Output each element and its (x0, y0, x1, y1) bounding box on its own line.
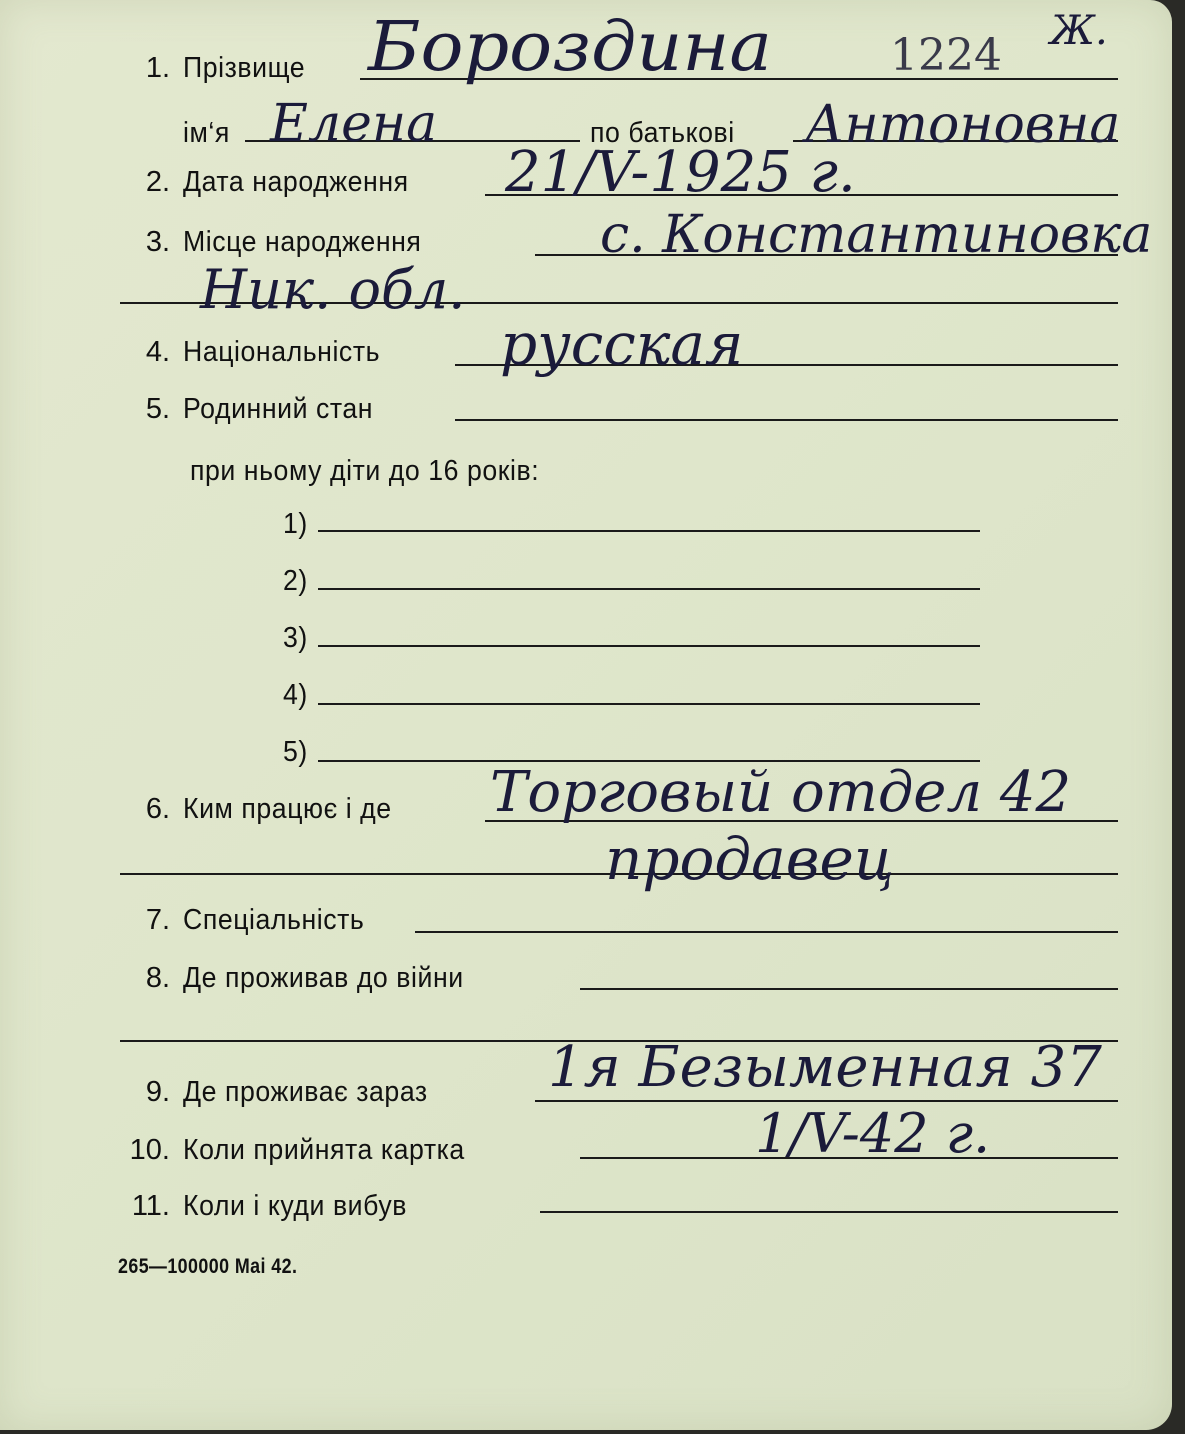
birth-place-handwriting-2: Ник. обл. (200, 258, 466, 321)
departed-label: Коли і куди вибув (183, 1190, 408, 1222)
specialty-label: Спеціальність (183, 904, 365, 936)
item-number: 4. (145, 336, 170, 368)
card-date-handwriting: 1/V-42 г. (755, 1102, 991, 1165)
surname-label: Прізвище (183, 52, 306, 84)
number-handwriting: 1224 (890, 30, 1002, 81)
birth-date-label: Дата народження (183, 166, 409, 198)
specialty-line (415, 931, 1118, 933)
child-line (318, 530, 980, 532)
departed-line (540, 1211, 1118, 1213)
item-number: 7. (145, 904, 170, 936)
child-number: 2) (283, 565, 308, 597)
marital-status-label: Родинний стан (183, 393, 374, 425)
marital-status-line (455, 419, 1118, 421)
nationality-label: Національність (183, 336, 381, 368)
work-handwriting-2: продавец (605, 825, 895, 893)
item-number: 3. (145, 226, 170, 258)
first-name-label: ім‘я (183, 117, 230, 149)
address-handwriting: 1я Безыменная 37 (548, 1035, 1102, 1100)
birth-place-handwriting-1: с. Константиновка (600, 205, 1153, 265)
birth-place-label: Місце народження (183, 226, 422, 258)
item-number: 2. (145, 166, 170, 198)
patronymic-handwriting: Антоновна (805, 95, 1121, 155)
child-number: 1) (283, 508, 308, 540)
current-residence-label: Де проживає зараз (183, 1076, 428, 1108)
child-line (318, 588, 980, 590)
work-label: Ким працює і де (183, 793, 392, 825)
item-number: 6. (145, 793, 170, 825)
work-handwriting-1: Торговый отдел 42 (490, 760, 1072, 825)
print-run-footer: 265—100000 Mai 42. (118, 1255, 298, 1278)
child-line (318, 703, 980, 705)
item-number: 11. (131, 1190, 170, 1222)
child-number: 3) (283, 622, 308, 654)
item-number: 9. (145, 1076, 170, 1108)
mark-handwriting: Ж. (1050, 8, 1108, 54)
nationality-handwriting: русская (500, 310, 744, 378)
child-number: 5) (283, 736, 308, 768)
surname-handwriting: Бороздина (368, 8, 772, 87)
item-number: 5. (145, 393, 170, 425)
children-label: при ньому діти до 16 років: (190, 455, 540, 487)
prewar-residence-label: Де проживав до війни (183, 962, 464, 994)
item-number: 10. (129, 1134, 170, 1166)
birth-date-handwriting: 21/V-1925 г. (505, 140, 856, 205)
child-number: 4) (283, 679, 308, 711)
first-name-handwriting: Елена (270, 94, 438, 154)
card-accepted-label: Коли прийнята картка (183, 1134, 465, 1166)
prewar-residence-line (580, 988, 1118, 990)
child-line (318, 645, 980, 647)
item-number: 1. (145, 52, 170, 84)
item-number: 8. (145, 962, 170, 994)
patronymic-label: по батькові (590, 117, 735, 149)
